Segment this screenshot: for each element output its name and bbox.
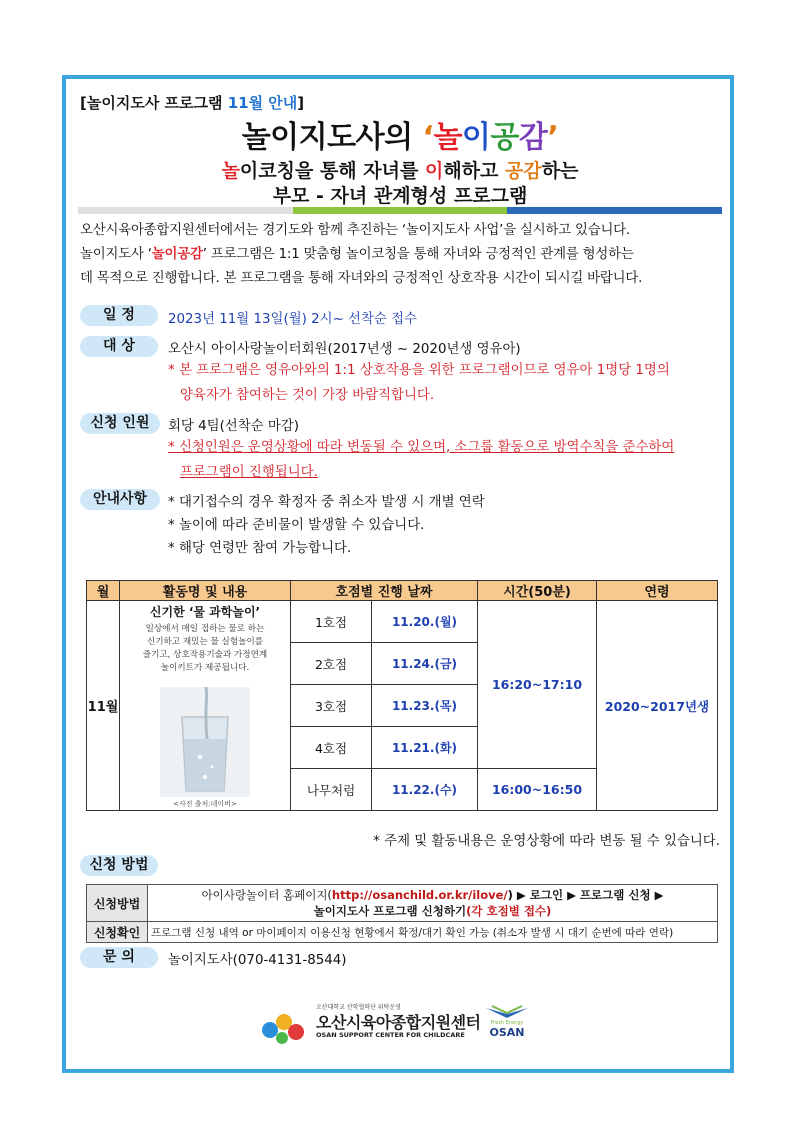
sub1-c: 이 <box>424 160 444 182</box>
branch-cell: 나무처럼 <box>291 769 372 811</box>
header-tag <box>80 92 304 113</box>
sub1-a: 놀 <box>221 160 240 182</box>
capacity-label: 신청 인원 <box>80 413 160 434</box>
method-row-content: 프로그램 신청 내역 or 마이페이지 이용신청 현황에서 확정/대기 확인 가능 (취소자 발생 시 대기 순번에 따라 연락) <box>148 922 718 943</box>
table-header: 호점별 진행 날짜 <box>291 581 478 601</box>
color-bar-segment-1 <box>78 207 293 214</box>
title-char-4: 감 <box>518 120 548 155</box>
title-char-1: 놀 <box>433 120 462 155</box>
method-final-step: 놀이지도사 프로그램 신청하기 <box>313 904 467 918</box>
intro-line-2c: ’ 프로그램은 1:1 맞춤형 놀이코칭을 통해 자녀와 긍정적인 관계를 형성하는 <box>202 247 634 262</box>
branch-cell: 2호점 <box>291 643 372 685</box>
date-cell: 11.24.(금) <box>372 643 478 685</box>
method-row-label: 신청방법 <box>87 885 148 922</box>
logo-name: 오산시육아종합지원센터 <box>316 1013 481 1032</box>
title-main: 놀이지도사의 <box>241 120 423 155</box>
time-cell: 16:00~16:50 <box>478 769 597 811</box>
sub1-d: 해하고 <box>443 160 505 182</box>
date-cell: 11.21.(화) <box>372 727 478 769</box>
osan-city-logo <box>482 1004 532 1039</box>
method-text: 아이사랑놀이터 홈페이지( <box>201 888 332 902</box>
notice-item-3: * 해당 연령만 참여 가능합니다. <box>168 541 352 556</box>
contact-value: 놀이지도사(070-4131-8544) <box>168 953 347 968</box>
notice-label: 안내사항 <box>80 489 160 510</box>
color-bar <box>78 207 722 214</box>
intro-line-1: 오산시육아종합지원센터에서는 경기도와 함께 추진하는 ‘놀이지도사 사업’을 실시하고 있습니다. <box>80 223 630 238</box>
target-note-2: 양육자가 참여하는 것이 가장 바람직합니다. <box>180 388 435 403</box>
sub1-e: 공감 <box>505 160 542 182</box>
table-header-row <box>87 581 718 601</box>
target-label: 대 상 <box>80 336 158 357</box>
logo-eng: OSAN SUPPORT CENTER FOR CHILDCARE <box>316 1031 465 1039</box>
activity-desc-line: 즐기고, 상호작용기술과 가정연계 <box>142 650 268 660</box>
schedule-label: 일 정 <box>80 305 158 326</box>
color-bar-segment-3 <box>507 207 722 214</box>
intro-line-2 <box>80 243 720 267</box>
method-table <box>86 884 718 943</box>
activity-cell <box>120 601 291 811</box>
branch-cell: 1호점 <box>291 601 372 643</box>
sub1-f: 하는 <box>541 160 579 182</box>
method-row-content <box>148 885 718 922</box>
method-label: 신청 방법 <box>80 855 158 876</box>
method-row <box>87 922 718 943</box>
activity-desc <box>120 623 290 675</box>
osan-tagline: Fresh Energy <box>490 1020 524 1026</box>
title-char-3: 공 <box>490 120 519 155</box>
homepage-link[interactable]: http://osanchild.or.kr/ilove/ <box>331 888 508 902</box>
header-tag-prefix: [놀이지도사 프로그램 <box>80 94 228 112</box>
activity-title: 신기한 ‘물 과학놀이’ <box>149 605 261 619</box>
branch-cell: 3호점 <box>291 685 372 727</box>
schedule-table <box>86 580 718 811</box>
center-logo <box>260 1002 540 1048</box>
osan-text: OSAN <box>489 1026 525 1039</box>
footnote: * 주제 및 활동내용은 운영상황에 따라 변동 될 수 있습니다. <box>373 834 720 849</box>
schedule-value: 2023년 11월 13일(월) 2시~ 선착순 접수 <box>168 312 417 327</box>
table-header: 활동명 및 내용 <box>120 581 291 601</box>
color-bar-segment-2 <box>293 207 508 214</box>
method-row <box>87 885 718 922</box>
month-cell: 11월 <box>87 601 120 811</box>
method-line-2 <box>151 903 714 919</box>
logo-small-text: 오산대학교 산학협력단 위탁운영 <box>316 1004 401 1011</box>
method-steps: ) ▶ 로그인 ▶ 프로그램 신청 ▶ <box>507 888 664 902</box>
method-row-label: 신청확인 <box>87 922 148 943</box>
title-quote-close: ’ <box>547 120 559 155</box>
contact-label: 문 의 <box>80 947 158 968</box>
method-line-1 <box>151 887 714 903</box>
activity-desc-line: 일상에서 매일 접하는 물로 하는 <box>145 624 265 634</box>
intro-paragraph <box>80 219 720 291</box>
age-cell: 2020~2017년생 <box>597 601 718 811</box>
subtitle-2: 부모 - 자녀 관계형성 프로그램 <box>272 185 528 207</box>
date-cell: 11.23.(목) <box>372 685 478 727</box>
date-cell: 11.22.(수) <box>372 769 478 811</box>
notice-item-1: * 대기접수의 경우 확정자 중 취소자 발생 시 개별 연락 <box>168 495 485 510</box>
table-header: 연령 <box>597 581 718 601</box>
capacity-note-1: * 신청인원은 운영상황에 따라 변동될 수 있으며, 소그룹 활동으로 방역수칙을 준수하여 <box>168 440 675 455</box>
activity-desc-line: 신기하고 재밌는 물 실험놀이를 <box>146 637 264 647</box>
center-logo-icon <box>260 1008 310 1048</box>
capacity-note-2: 프로그램이 진행됩니다. <box>180 465 318 480</box>
intro-line-3: 데 목적으로 진행합니다. 본 프로그램을 통해 자녀와의 긍정적인 상호작용 시간이 되시길 바랍니다. <box>80 271 643 286</box>
method-note: (각 호점별 접수) <box>466 904 552 918</box>
page-title <box>0 112 800 156</box>
date-cell: 11.20.(월) <box>372 601 478 643</box>
target-value: 오산시 아이사랑놀이터회원(2017년생 ~ 2020년생 영유아) <box>168 342 521 357</box>
capacity-value: 회당 4팀(선착순 마감) <box>168 419 299 434</box>
activity-desc-line: 놀이키트가 제공됩니다. <box>160 663 250 673</box>
time-cell: 16:20~17:10 <box>478 601 597 769</box>
notice-item-2: * 놀이에 따라 준비물이 발생할 수 있습니다. <box>168 518 425 533</box>
header-tag-month: 11월 안내 <box>227 94 298 112</box>
table-row <box>87 601 718 643</box>
table-header: 시간(50분) <box>478 581 597 601</box>
header-tag-suffix: ] <box>297 94 305 112</box>
branch-cell: 4호점 <box>291 727 372 769</box>
title-quote-open: ‘ <box>422 120 434 155</box>
subtitle-1 <box>0 156 800 183</box>
table-header: 월 <box>87 581 120 601</box>
intro-line-2b: 놀이공감 <box>151 247 203 262</box>
target-note-1: * 본 프로그램은 영유아와의 1:1 상호작용을 위한 프로그램이므로 영유아 1명당 1명의 <box>168 363 670 378</box>
intro-line-2a: 놀이지도사 ‘ <box>80 247 152 262</box>
water-glass-image <box>160 687 250 797</box>
title-char-2: 이 <box>461 120 491 155</box>
photo-caption: <사진 출처:네이버> <box>173 800 237 808</box>
sub1-b: 이코칭을 통해 자녀를 <box>239 160 425 182</box>
osan-wing-icon <box>484 1004 530 1020</box>
